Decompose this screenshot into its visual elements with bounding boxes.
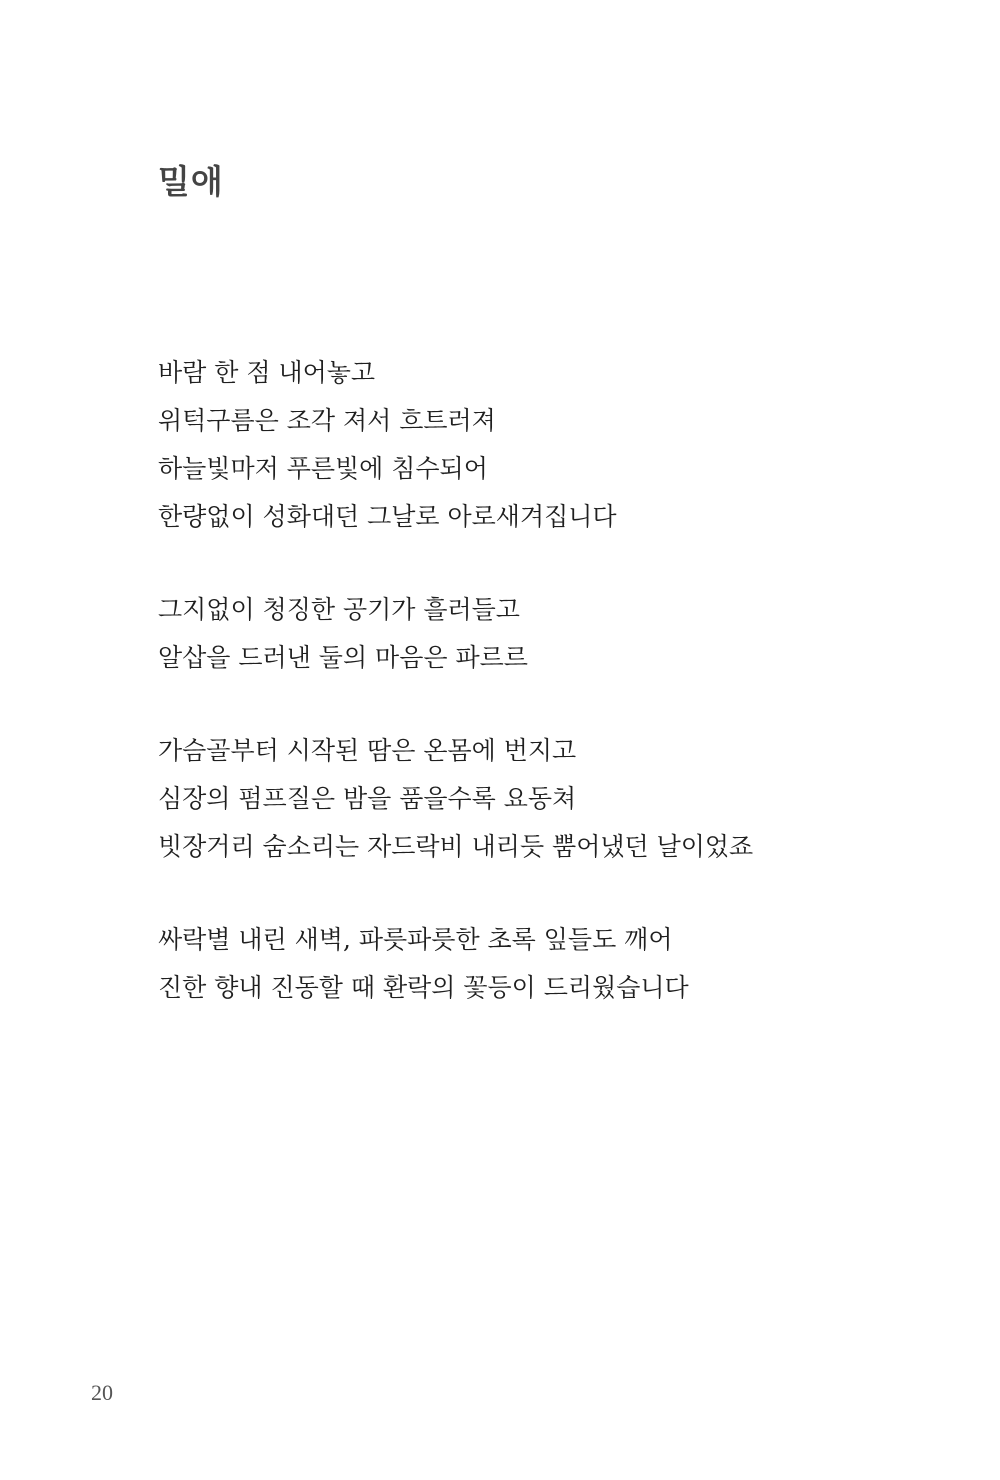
poem-line: 바람 한 점 내어놓고 xyxy=(158,358,376,387)
poem-line: 위턱구름은 조각 져서 흐트러져 xyxy=(158,406,496,435)
poem-line: 알삽을 드러낸 둘의 마음은 파르르 xyxy=(158,643,528,672)
stanza-2 xyxy=(158,586,938,682)
page-title: 밀애 xyxy=(158,162,224,201)
poem-line: 싸락별 내린 새벽, 파릇파릇한 초록 잎들도 깨어 xyxy=(158,925,673,954)
poem-line: 진한 향내 진동할 때 환락의 꽃등이 드리웠습니다 xyxy=(158,973,689,1002)
poem-line: 하늘빛마저 푸른빛에 침수되어 xyxy=(158,454,488,483)
poem-line: 그지없이 청징한 공기가 흘러들고 xyxy=(158,595,520,624)
stanza-4 xyxy=(158,916,938,1012)
stanza-3 xyxy=(158,727,938,871)
poem-line: 빗장거리 숨소리는 자드락비 내리듯 뿜어냈던 날이었죠 xyxy=(158,832,754,861)
stanza-1 xyxy=(158,349,938,541)
page-number: 20 xyxy=(91,1380,113,1405)
poem-line: 가슴골부터 시작된 땀은 온몸에 번지고 xyxy=(158,736,577,765)
poem-line: 심장의 펌프질은 밤을 품을수록 요동쳐 xyxy=(158,784,577,813)
poem-line: 한량없이 성화대던 그날로 아로새겨집니다 xyxy=(158,502,617,531)
poem-body xyxy=(158,349,938,1057)
